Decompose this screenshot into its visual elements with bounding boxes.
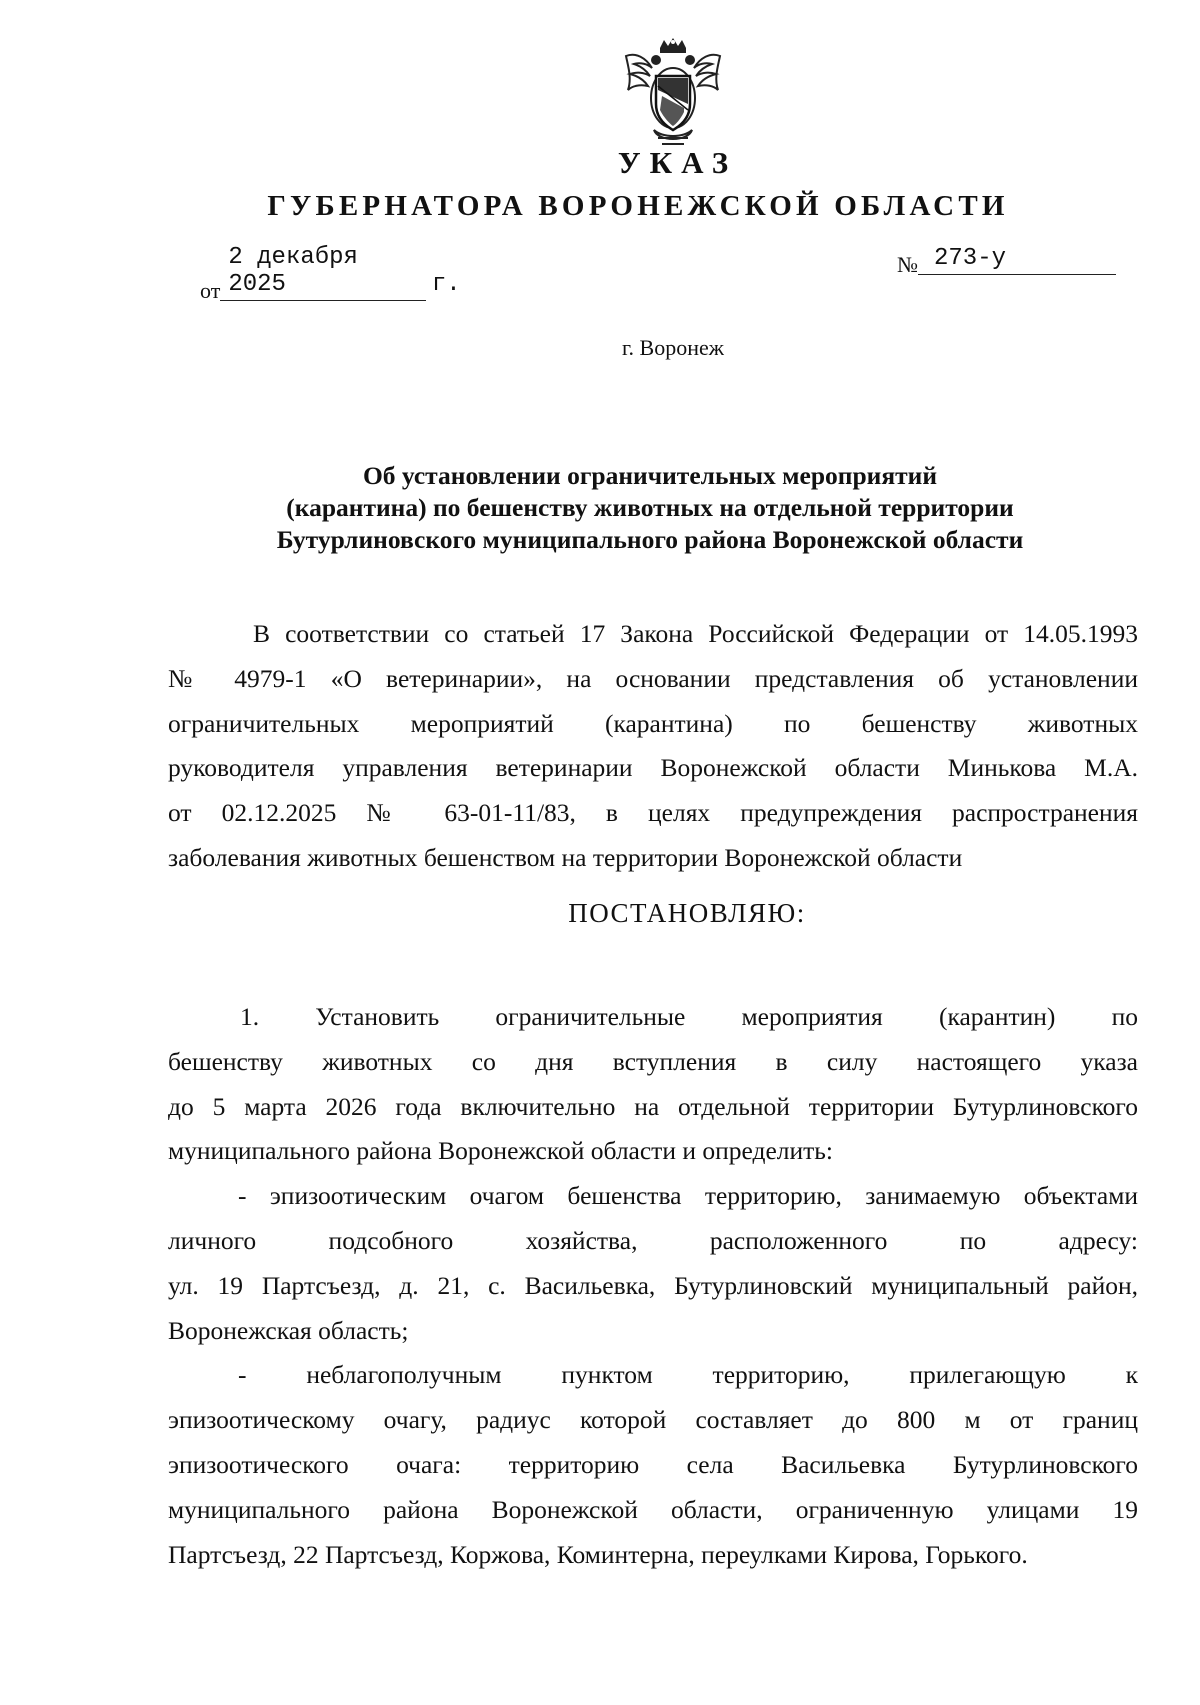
title-line: Об установлении ограничительных мероприятий <box>362 461 938 490</box>
preamble-line: руководителя управления ветеринарии Воронежской области Минькова М.А. <box>168 753 1138 783</box>
number-field: 273-у <box>918 245 1116 275</box>
document-title <box>150 460 1150 556</box>
coat-of-arms-emblem <box>618 38 728 150</box>
preamble-line: заболевания животных бешенством на территории Воронежской области <box>168 842 963 872</box>
preamble-line: от 02.12.2025 № 63-01-11/83, в целях предупреждения распространения <box>168 798 1138 828</box>
zone-line: муниципального района Воронежской области, ограниченную улицами 19 <box>168 1494 1138 1524</box>
clause-line: 1. Установить ограничительные мероприятия (карантин) по <box>240 1002 1138 1031</box>
focus-line: - эпизоотическим очагом бешенства территорию, занимаемую объектами <box>238 1181 1138 1211</box>
zone-line: эпизоотического очага: территорию села Васильевка Бутурлиновского <box>168 1449 1138 1479</box>
date-prefix: от <box>200 278 221 303</box>
number-row <box>897 245 1116 283</box>
clause-line: до 5 марта 2026 года включительно на отдельной территории Бутурлиновского <box>168 1091 1138 1121</box>
preamble-line: № 4979-1 «О ветеринарии», на основании представления об установлении <box>168 663 1138 693</box>
clause-line: бешенству животных со дня вступления в силу настоящего указа <box>168 1046 1138 1076</box>
preamble-paragraph <box>168 612 1138 881</box>
issuer-heading: ГУБЕРНАТОРА ВОРОНЕЖСКОЙ ОБЛАСТИ <box>267 190 1009 222</box>
preamble-line: ограничительных мероприятий (карантина) по бешенству животных <box>168 708 1138 738</box>
title-line: Бутурлиновского муниципального района Воронежской области <box>276 525 1024 554</box>
preamble-line: В соответствии со статьей 17 Закона Российской Федерации от 14.05.1993 <box>253 619 1138 648</box>
zone-line: Партсъезд, 22 Партсъезд, Коржова, Коминтерна, переулками Кирова, Горького. <box>168 1539 1028 1569</box>
title-line: (карантина) по бешенству животных на отдельной территории <box>286 493 1014 522</box>
clause-line: муниципального района Воронежской области и определить: <box>168 1136 834 1166</box>
date-field: 2 декабря 2025 <box>220 244 426 301</box>
date-row <box>200 244 461 309</box>
focus-line: Воронежская область; <box>168 1315 409 1345</box>
zone-line: эпизоотическому очагу, радиус которой составляет до 800 м от границ <box>168 1405 1138 1435</box>
zone-line: - неблагополучным пунктом территорию, прилегающую к <box>238 1360 1138 1390</box>
clause-1 <box>168 995 1138 1577</box>
city-label: г. Воронеж <box>622 335 724 360</box>
number-prefix: № <box>897 252 918 277</box>
date-suffix: г. <box>431 271 461 298</box>
focus-line: личного подсобного хозяйства, расположенного по адресу: <box>168 1225 1138 1255</box>
decree-word: ПОСТАНОВЛЯЮ: <box>568 898 806 928</box>
focus-line: ул. 19 Партсъезд, д. 21, с. Васильевка, Бутурлиновский муниципальный район, <box>168 1270 1138 1300</box>
document-type-heading: УКАЗ <box>617 145 738 180</box>
